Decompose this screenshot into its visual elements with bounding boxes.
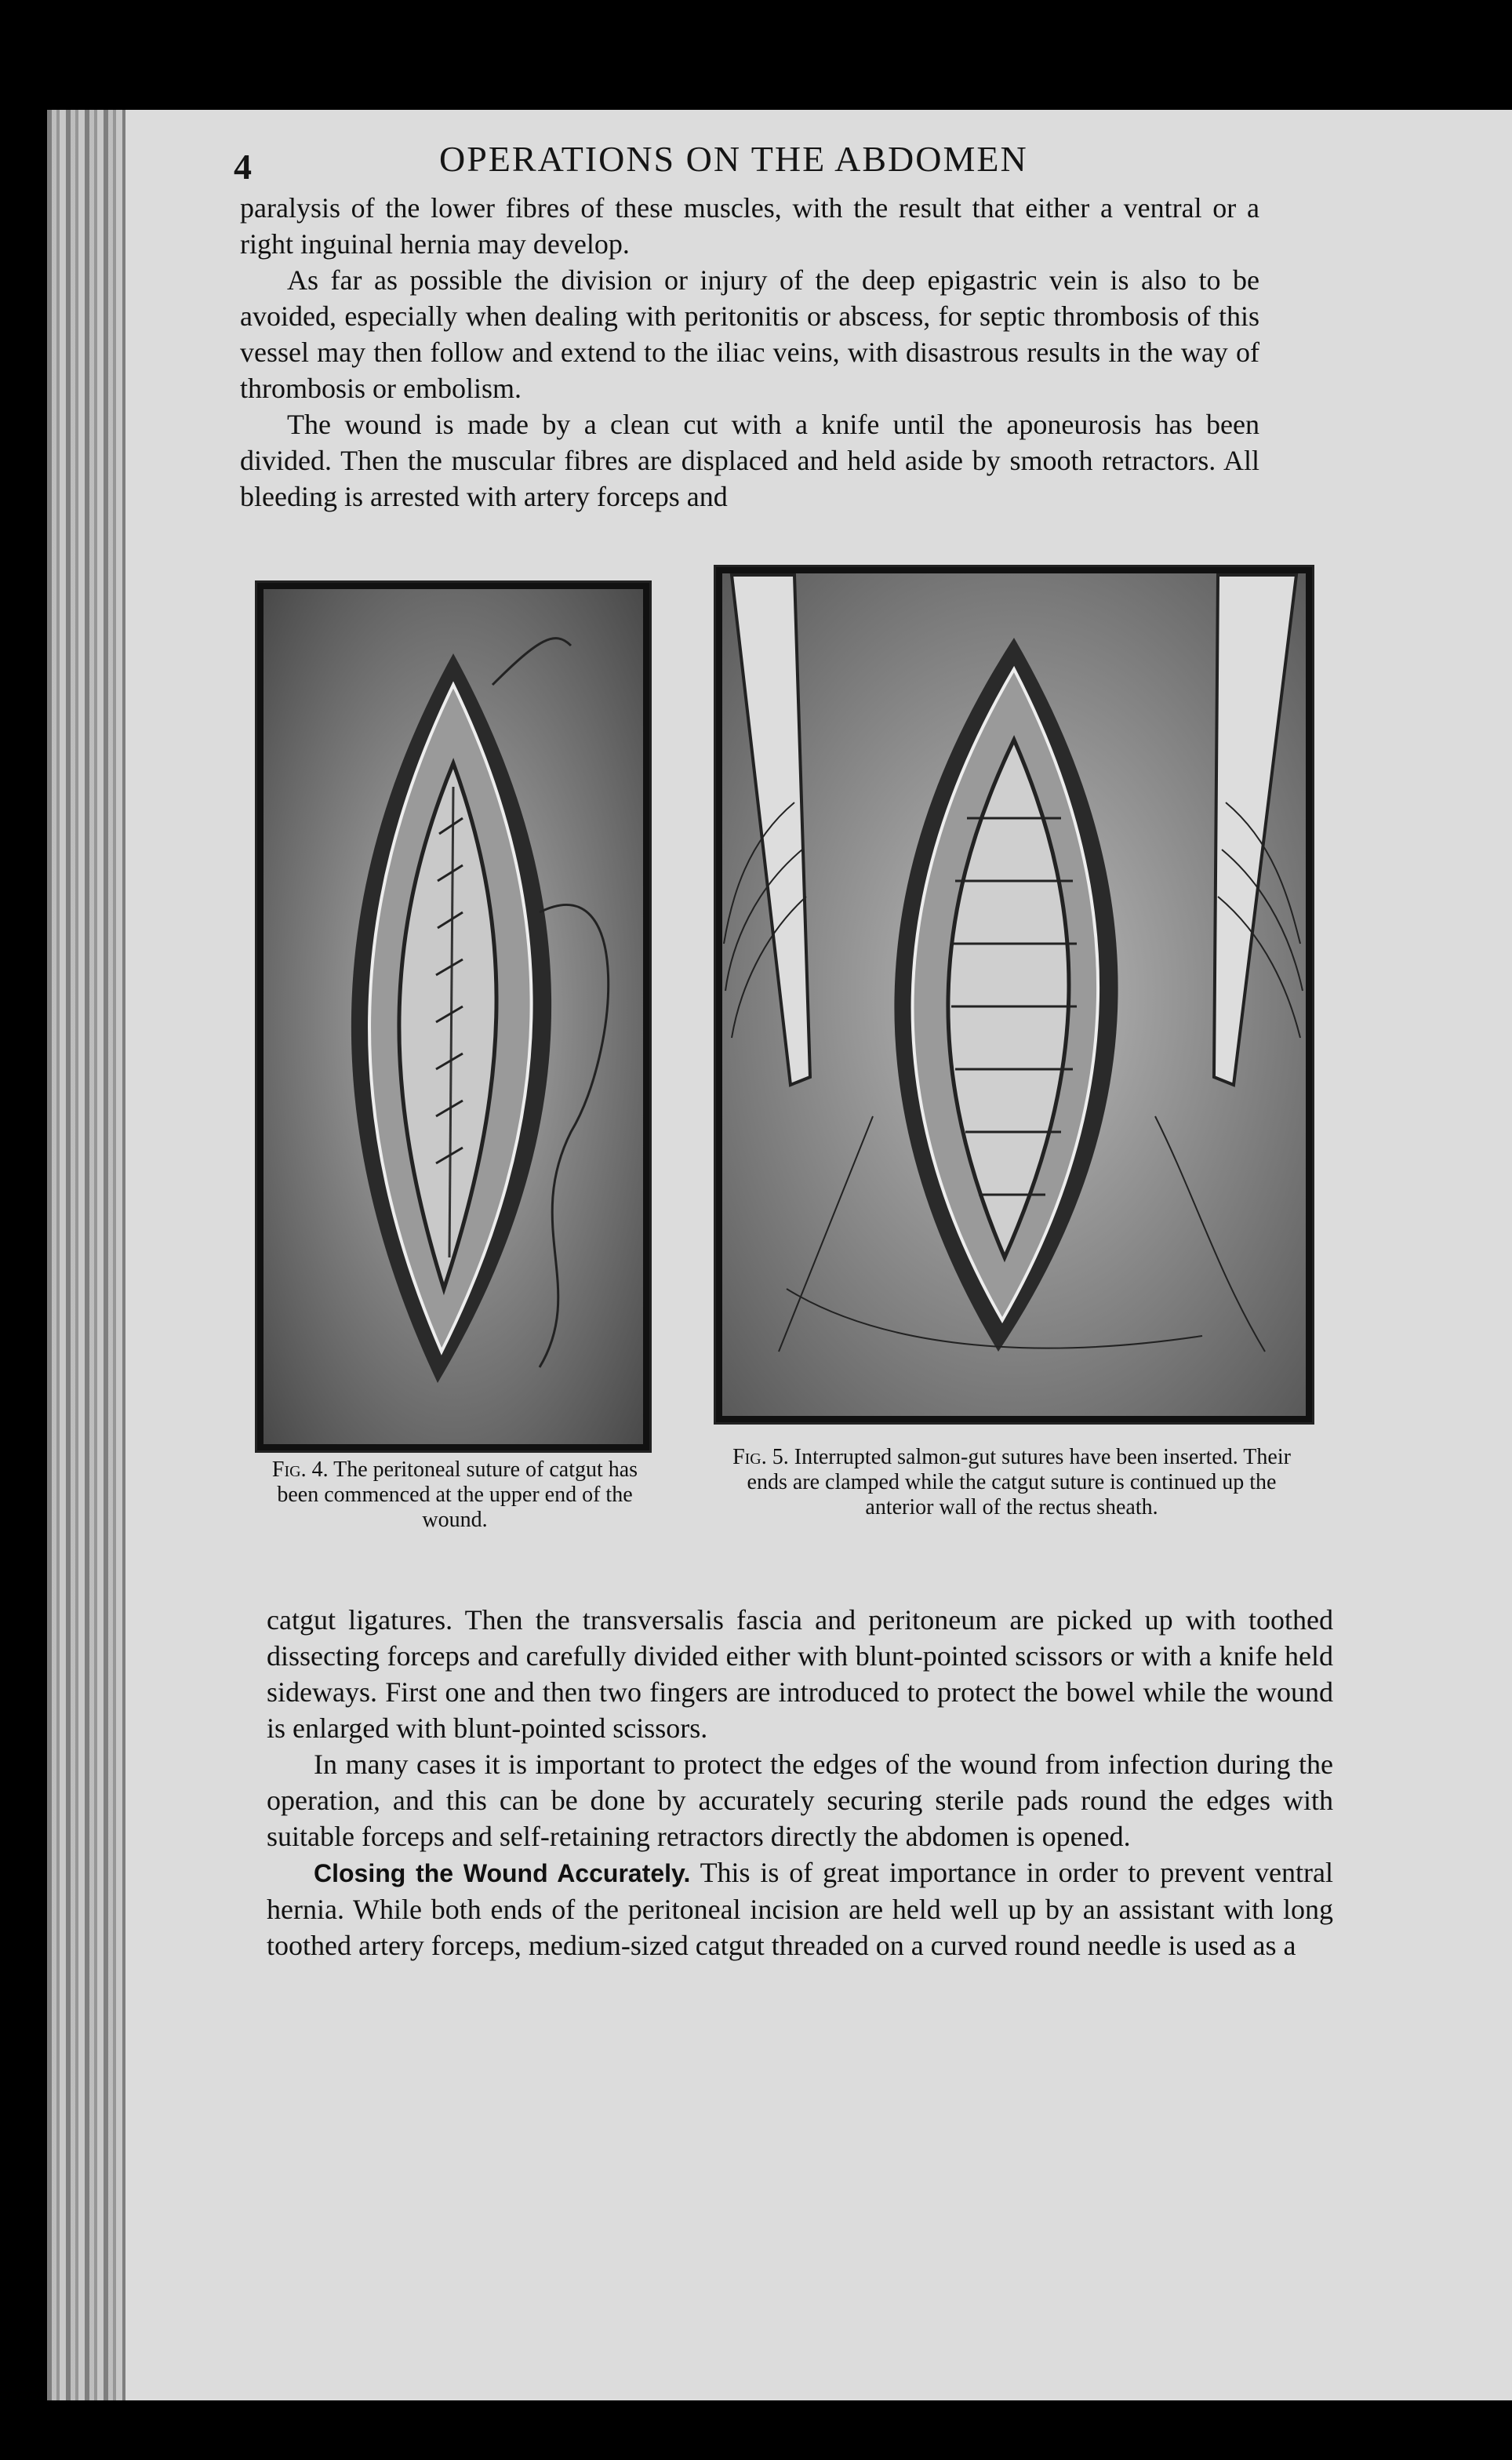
figure-5-illustration <box>714 565 1314 1425</box>
paragraph: catgut ligatures. Then the transversalis fascia and peritoneum are picked up with toothed dissecting forceps and carefully divided either with blunt-pointed scissors or with a knife held sideways. First one and then two fingers are introduced to protect the bowel while the wound is enlarged with blunt-pointed scissors. <box>267 1604 1333 1744</box>
page-number: 4 <box>234 147 252 187</box>
paragraph: paralysis of the lower fibres of these muscles, with the result that either a ventral or a right inguinal hernia may develop. <box>240 192 1259 260</box>
figure-4-caption <box>259 1457 651 1533</box>
figure-5-label: Fig. 5. <box>732 1445 789 1469</box>
figure-5-caption <box>721 1445 1302 1520</box>
figure-5-caption-text: Interrupted salmon-gut sutures have been inserted. Their ends are clamped while the catgut suture is continued up the anterior wall of the rectus sheath. <box>747 1445 1291 1519</box>
running-title: OPERATIONS ON THE ABDOMEN <box>439 139 1028 179</box>
paragraph <box>267 1854 1333 1963</box>
section-lead: Closing the Wound Accurately. <box>314 1859 691 1887</box>
figure-4-illustration <box>255 580 652 1453</box>
paragraph: The wound is made by a clean cut with a knife until the aponeurosis has been divided. Then the muscular fibres are displaced and held aside by smooth retractors. All bleeding is arrested with artery forceps and <box>240 409 1259 512</box>
figure-4-caption-text: The peritoneal suture of catgut has been commenced at the upper end of the wound. <box>277 1457 638 1532</box>
figure-4-label: Fig. 4. <box>271 1457 329 1482</box>
bottom-text-block <box>267 1602 1333 1963</box>
page-gutter <box>47 110 125 2400</box>
paragraph: In many cases it is important to protect the edges of the wound from infection during the operation, and this can be done by accurately securing sterile pads round the edges with suitable forceps and self-retaining retractors directly the abdomen is opened. <box>267 1749 1333 1852</box>
paragraph: As far as possible the division or injury of the deep epigastric vein is also to be avoided, especially when dealing with peritonitis or abscess, for septic thrombosis of this vessel may then follow and extend to the iliac veins, with disastrous results in the way of thrombosis or embolism. <box>240 264 1259 404</box>
top-text-block <box>240 190 1259 515</box>
paragraph-text: This is of great importance in order to prevent ventral hernia. While both ends of the peritoneal incision are held well up by an assistant with long toothed artery forceps, medium-sized catgut threaded on a curved round needle is used as a <box>267 1857 1334 1961</box>
